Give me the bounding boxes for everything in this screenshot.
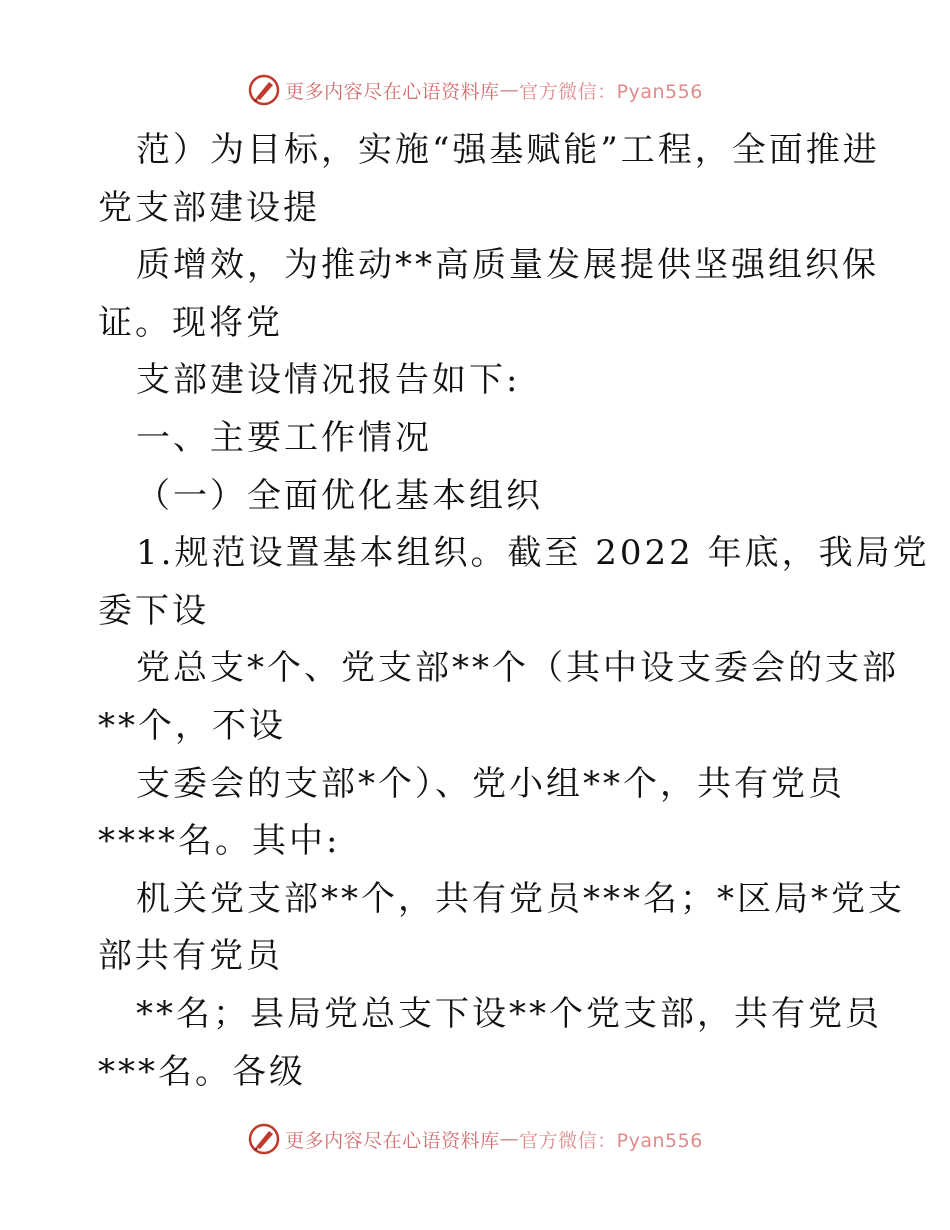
- body-line: **个，不设: [98, 705, 286, 746]
- body-line: **名；县局党总支下设**个党支部，共有党员: [136, 993, 882, 1034]
- body-line: ****名。其中:: [98, 821, 341, 862]
- body-line: 党总支*个、党支部**个（其中设支委会的支部: [136, 648, 899, 689]
- watermark-main-text: 更多内容尽在心语资料库: [285, 1129, 500, 1152]
- body-line: 范）为目标，实施“强基赋能”工程，全面推进: [136, 130, 880, 170]
- subsection-heading: （一）全面优化基本组织: [136, 475, 543, 516]
- watermark-contact-text: 官方微信：Pyan556: [519, 80, 703, 103]
- body-line: 机关党支部**个，共有党员***名；*区局*党支: [136, 878, 905, 919]
- body-line: 委下设: [98, 590, 209, 631]
- body-line: 部共有党员: [98, 936, 283, 977]
- watermark-dash: —: [499, 79, 520, 101]
- pen-logo-icon: [247, 1122, 281, 1156]
- pen-logo-icon: [247, 73, 281, 107]
- watermark-main-text: 更多内容尽在心语资料库: [285, 80, 500, 103]
- watermark-dash: —: [499, 1128, 520, 1150]
- body-line: 证。现将党: [98, 302, 283, 343]
- section-heading: 一、主要工作情况: [136, 417, 432, 458]
- footer-watermark: [0, 1119, 950, 1159]
- body-line: 支部建设情况报告如下:: [136, 360, 521, 401]
- body-line: 1.规范设置基本组织。截至 2022 年底，我局党: [136, 533, 930, 574]
- document-body: [98, 122, 930, 1101]
- body-line: 质增效，为推动**高质量发展提供坚强组织保: [136, 245, 879, 286]
- body-line: ***名。各级: [98, 1051, 306, 1092]
- body-line: 支委会的支部*个）、党小组**个，共有党员: [136, 763, 845, 804]
- header-watermark: [0, 70, 950, 110]
- watermark-contact-text: 官方微信：Pyan556: [519, 1129, 703, 1152]
- body-line: 党支部建设提: [98, 187, 320, 228]
